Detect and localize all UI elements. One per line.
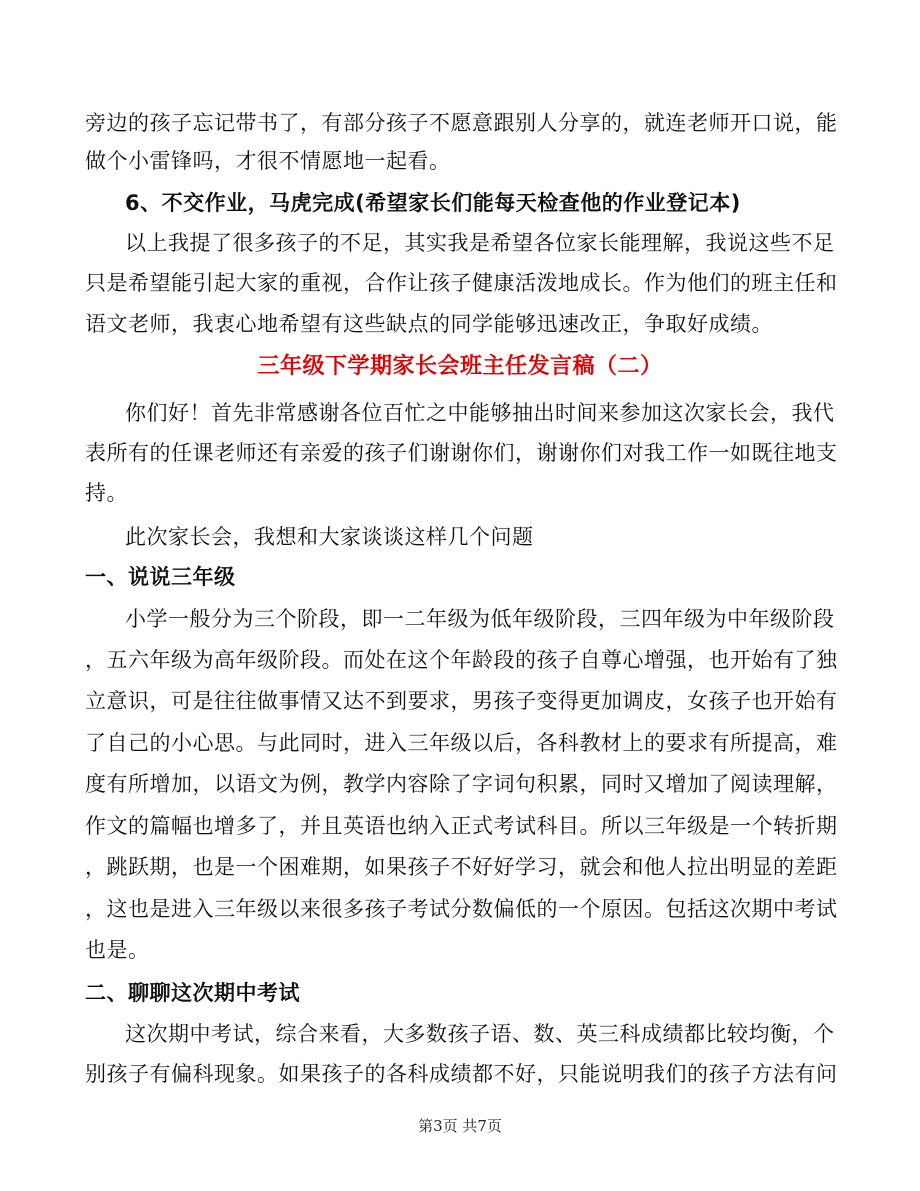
paragraph-line: ，这也是进入三年级以来很多孩子考试分数偏低的一个原因。包括这次期中考试	[85, 897, 838, 921]
section-heading: 二、聊聊这次期中考试	[85, 981, 300, 1005]
paragraph-line: 旁边的孩子忘记带书了，有部分孩子不愿意跟别人分享的，就连老师开口说，能	[85, 111, 838, 135]
paragraph-line: 了自己的小心思。与此同时，进入三年级以后，各科教材上的要求有所提高，难	[85, 731, 838, 755]
paragraph-line: 你们好！首先非常感谢各位百忙之中能够抽出时间来参加这次家长会，我代	[125, 401, 835, 425]
paragraph-line: 以上我提了很多孩子的不足，其实我是希望各位家长能理解，我说这些不足	[125, 231, 835, 255]
paragraph-line: 度有所增加，以语文为例，教学内容除了字词句积累，同时又增加了阅读理解，	[85, 772, 838, 796]
paragraph-line: 小学一般分为三个阶段，即一二年级为低年级阶段，三四年级为中年级阶段	[125, 607, 835, 631]
paragraph-line: 作文的篇幅也增多了，并且英语也纳入正式考试科目。所以三年级是一个转折期	[85, 814, 838, 838]
paragraph-line: 别孩子有偏科现象。如果孩子的各科成绩都不好，只能说明我们的孩子方法有问	[85, 1062, 838, 1086]
paragraph-line: 做个小雷锋吗，才很不情愿地一起看。	[85, 149, 451, 173]
page-number-footer: 第3页 共7页	[418, 1117, 502, 1135]
paragraph-line: 语文老师，我衷心地希望有这些缺点的同学能够迅速改正，争取好成绩。	[85, 312, 773, 336]
paragraph-line: 这次期中考试，综合来看，大多数孩子语、数、英三科成绩都比较均衡，个	[125, 1022, 835, 1046]
paragraph-line: ，五六年级为高年级阶段。而处在这个年龄段的孩子自尊心增强，也开始有了独	[85, 648, 838, 672]
paragraph-line: 只是希望能引起大家的重视，合作让孩子健康活泼地成长。作为他们的班主任和	[85, 271, 838, 295]
paragraph-line: 立意识，可是往往做事情又达不到要求，男孩子变得更加调皮，女孩子也开始有	[85, 689, 838, 713]
section-heading: 一、说说三年级	[85, 565, 236, 589]
section-heading: 6、不交作业，马虎完成(希望家长们能每天检查他的作业登记本)	[125, 191, 741, 215]
paragraph-line: 此次家长会，我想和大家谈谈这样几个问题	[125, 525, 534, 549]
document-title: 三年级下学期家长会班主任发言稿（二）	[257, 354, 663, 379]
paragraph-line: ，跳跃期，也是一个困难期，如果孩子不好好学习，就会和他人拉出明显的差距	[85, 855, 838, 879]
paragraph-line: 也是。	[85, 938, 150, 962]
paragraph-line: 持。	[85, 481, 128, 505]
paragraph-line: 表所有的任课老师还有亲爱的孩子们谢谢你们，谢谢你们对我工作一如既往地支	[85, 441, 838, 465]
